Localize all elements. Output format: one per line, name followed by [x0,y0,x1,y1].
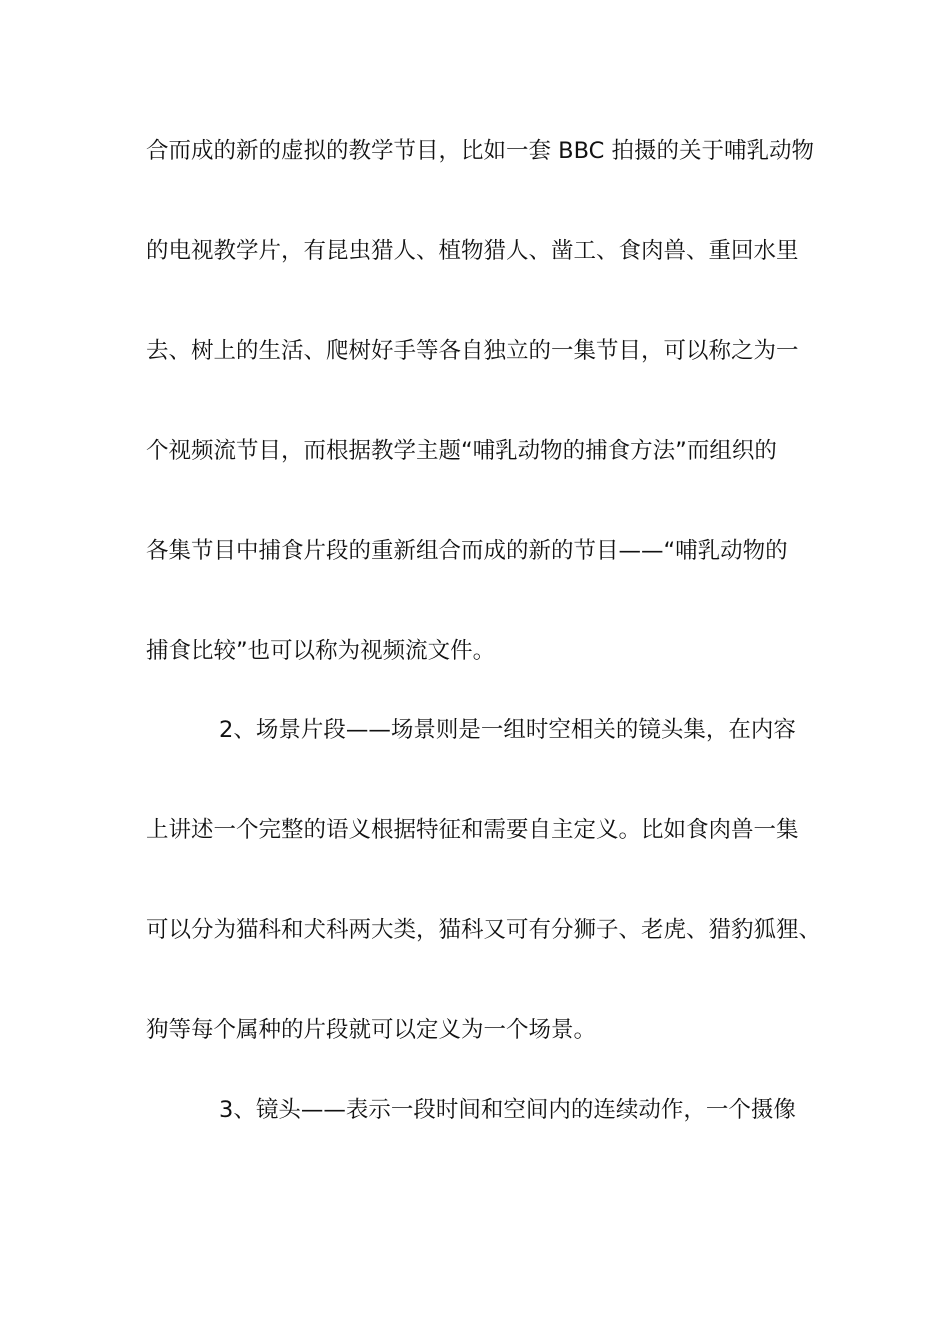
text-line-1: 合而成的新的虚拟的教学节目，比如一套 BBC 拍摄的关于哺乳动物 [146,138,814,164]
text-line-10: 狗等每个属种的片段就可以定义为一个场景。 [146,1017,597,1043]
paragraph-2-first-line: 2、场景片段——场景则是一组时空相关的镜头集，在内容 [219,717,796,743]
text-line-5: 各集节目中捕食片段的重新组合而成的新的节目——“哺乳动物的 [146,538,788,564]
paragraph-3-first-line: 3、镜头——表示一段时间和空间内的连续动作，一个摄像 [219,1097,796,1123]
text-line-9: 可以分为猫科和犬科两大类，猫科又可有分狮子、老虎、猎豹狐狸、 [146,917,822,943]
text-line-2: 的电视教学片，有昆虫猎人、植物猎人、凿工、食肉兽、重回水里 [146,238,799,264]
text-line-6: 捕食比较”也可以称为视频流文件。 [146,638,496,664]
text-line-8: 上讲述一个完整的语义根据特征和需要自主定义。比如食肉兽一集 [146,817,799,843]
text-line-3: 去、树上的生活、爬树好手等各自独立的一集节目，可以称之为一 [146,338,799,364]
text-line-4: 个视频流节目，而根据教学主题“哺乳动物的捕食方法”而组织的 [146,438,777,464]
